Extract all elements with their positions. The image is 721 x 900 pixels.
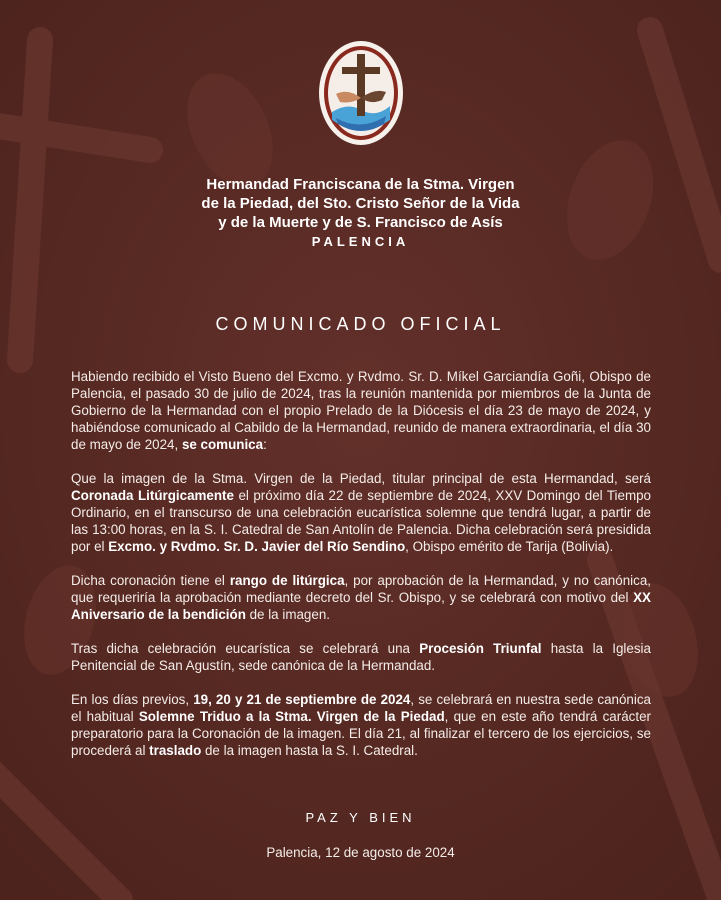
emphasized-text: 19, 20 y 21 de septiembre de 2024 bbox=[193, 692, 411, 707]
document-heading: COMUNICADO OFICIAL bbox=[215, 314, 506, 334]
emphasized-text: Solemne Triduo a la Stma. Virgen de la Piedad bbox=[138, 709, 445, 724]
paragraph-text: , que en este año tendrá carácter preparatorio para la Coronación de la imagen. El día 21, al finalizar el tercero de los ejercicios, se procederá al bbox=[71, 709, 651, 758]
emphasized-text: XX Aniversario de la bendición bbox=[71, 590, 651, 622]
paragraph-text: Dicha coronación tiene el bbox=[71, 573, 230, 588]
closing-greeting: PAZ Y BIEN bbox=[305, 810, 416, 825]
paragraph-text: , Obispo emérito de Tarija (Bolivia). bbox=[405, 539, 614, 554]
body-paragraph bbox=[71, 691, 651, 759]
paragraph-text: el próximo día 22 de septiembre de 2024, XXV Domingo del Tiempo Ordinario, en el transcurso de una celebración eucarística solemne que tendrá lugar, a partir de las 13:00 horas, en la S. I. Catedral de San Antolín de Palencia. Dicha celebración será presidida por el bbox=[71, 488, 652, 554]
org-line: y de la Muerte y de S. Francisco de Asís bbox=[218, 214, 503, 231]
paragraph-text: Habiendo recibido el Visto Bueno del Excmo. y Rvdmo. Sr. D. Míkel Garciandía Goñi, Obispo de Palencia, el pasado 30 de julio de 2024, tras la reunión mantenida por miembros de la Junta de Gobierno de la Hermandad con el propio Prelado de la Diócesis el día 23 de mayo de 2024, y habiéndose comunicado al Cabildo de la Hermandad, reunido de manera extraordinaria, el día 30 de mayo de 2024, bbox=[71, 369, 651, 452]
emphasized-text: Procesión Triunfal bbox=[419, 641, 542, 656]
emphasized-text: se comunica bbox=[181, 437, 264, 452]
body-paragraph bbox=[71, 368, 651, 453]
body-paragraph bbox=[71, 470, 651, 555]
brotherhood-emblem-cross-icon bbox=[318, 40, 404, 146]
paragraph-text: , por aprobación de la Hermandad, y no canónica, que requeriría la aprobación mediante decreto del Sr. Obispo, y se celebrará con motivo del bbox=[71, 573, 651, 605]
city-name: PALENCIA bbox=[311, 234, 410, 249]
emphasized-text: traslado bbox=[149, 743, 202, 758]
paragraph-text: hasta la Iglesia Penitencial de San Agustín, sede canónica de la Hermandad. bbox=[71, 641, 651, 673]
paragraph-text: Que la imagen de la Stma. Virgen de la Piedad, titular principal de esta Hermandad, será bbox=[71, 471, 651, 486]
body-paragraph bbox=[71, 572, 651, 623]
paragraph-text: de la imagen. bbox=[245, 607, 330, 622]
body-paragraph bbox=[71, 640, 651, 674]
paragraph-text: Tras dicha celebración eucarística se celebrará una bbox=[71, 641, 420, 656]
paragraph-text: En los días previos, bbox=[71, 692, 194, 707]
emphasized-text: Excmo. y Rvdmo. Sr. D. Javier del Río Sendino bbox=[108, 539, 406, 554]
emphasized-text: rango de litúrgica bbox=[229, 573, 345, 588]
date-line: Palencia, 12 de agosto de 2024 bbox=[266, 845, 455, 860]
paragraph-text: de la imagen hasta la S. I. Catedral. bbox=[201, 743, 418, 758]
paragraph-text: , se celebrará en nuestra sede canónica el habitual bbox=[71, 692, 651, 724]
paragraph-text: : bbox=[263, 437, 267, 452]
org-line: Hermandad Franciscana de la Stma. Virgen bbox=[206, 176, 515, 193]
emphasized-text: Coronada Litúrgicamente bbox=[71, 488, 234, 503]
org-line: de la Piedad, del Sto. Cristo Señor de la Vida bbox=[201, 195, 520, 212]
organization-name bbox=[120, 175, 601, 232]
communique-body bbox=[71, 368, 651, 776]
